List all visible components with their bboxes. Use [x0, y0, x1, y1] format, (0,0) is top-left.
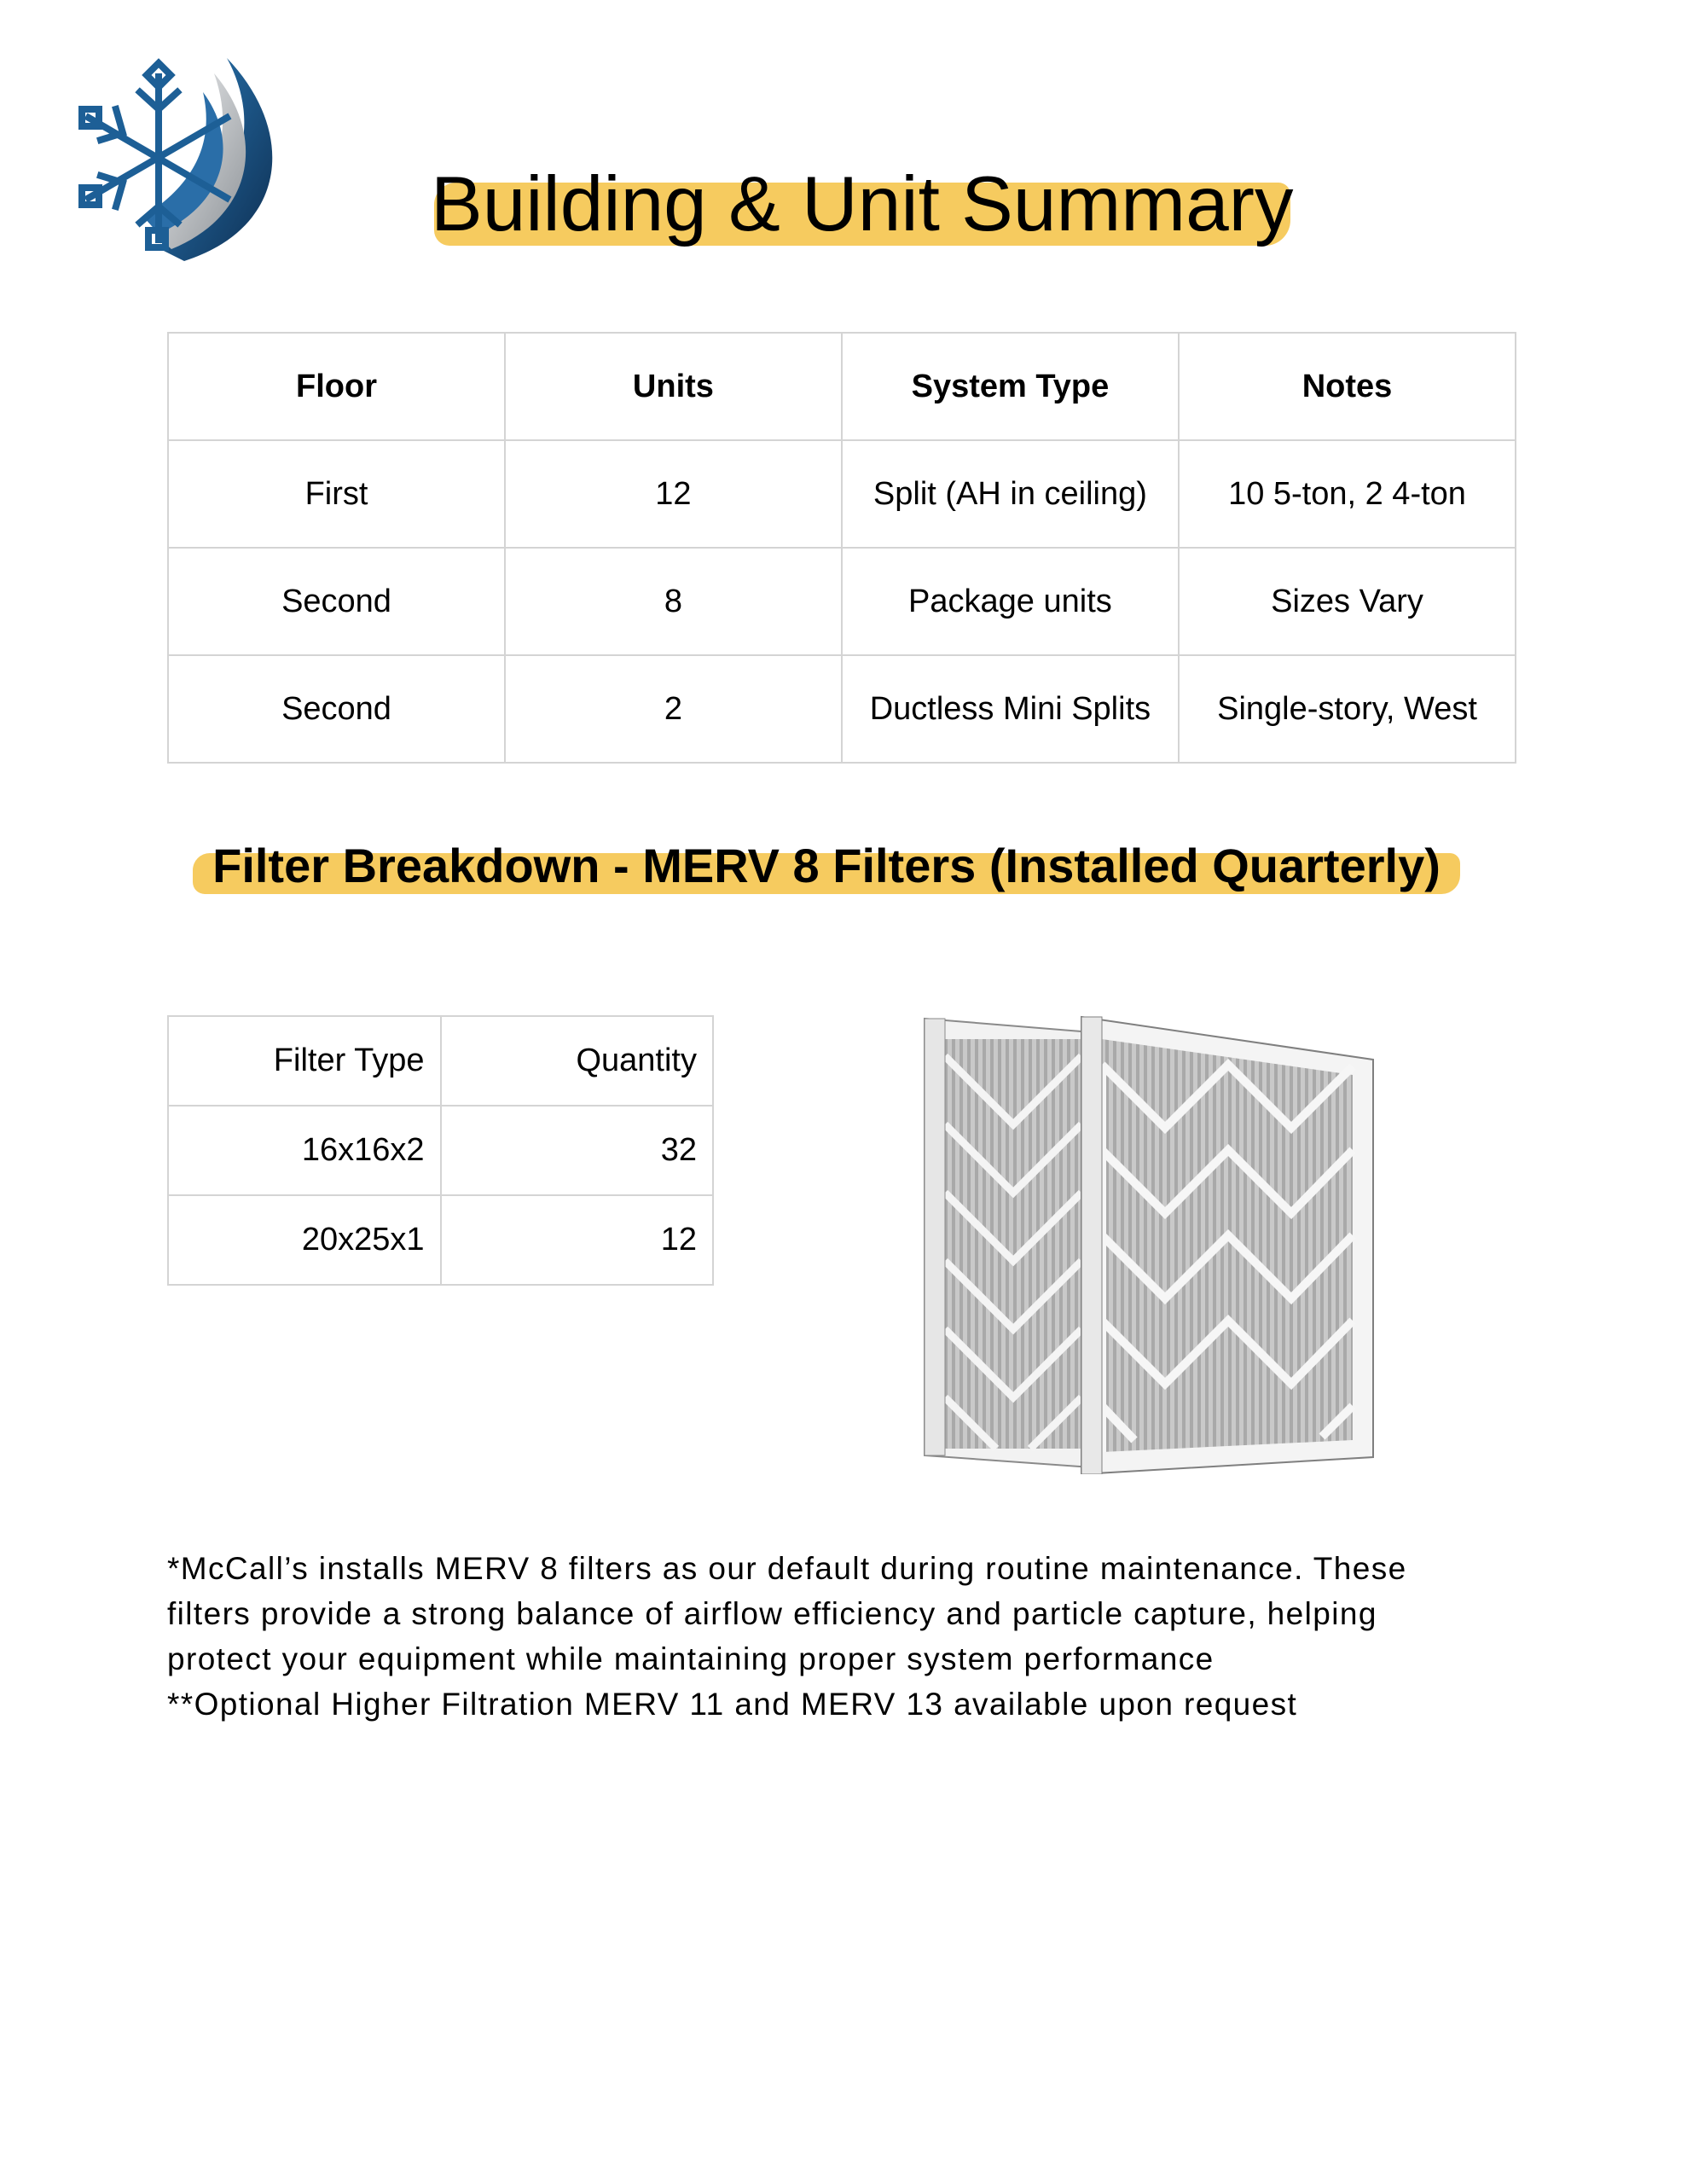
- table-cell: 12: [505, 440, 842, 548]
- column-header-notes: Notes: [1179, 333, 1516, 440]
- page-title: Building & Unit Summary: [431, 161, 1294, 247]
- table-cell: Second: [168, 655, 505, 763]
- title-block: [431, 154, 1292, 256]
- column-header-quantity: Quantity: [441, 1016, 714, 1106]
- company-logo-icon: [56, 48, 280, 264]
- table-row: [168, 548, 1516, 655]
- filter-heading-block: [189, 829, 1464, 903]
- table-row: [168, 655, 1516, 763]
- table-cell: 10 5-ton, 2 4-ton: [1179, 440, 1516, 548]
- table-cell: Ductless Mini Splits: [842, 655, 1179, 763]
- notes-paragraph: [167, 1546, 1566, 1727]
- note-line: protect your equipment while maintaining proper system performance: [167, 1641, 1215, 1676]
- table-cell: Single-story, West: [1179, 655, 1516, 763]
- table-row: [168, 440, 1516, 548]
- column-header-units: Units: [505, 333, 842, 440]
- unit-summary-table: [167, 332, 1516, 764]
- air-filter-image-icon: [921, 1014, 1382, 1474]
- table-cell: 32: [441, 1106, 714, 1195]
- table-cell: Package units: [842, 548, 1179, 655]
- table-cell: First: [168, 440, 505, 548]
- table-row: [168, 1195, 713, 1285]
- table-cell: 20x25x1: [168, 1195, 441, 1285]
- column-header-filter-type: Filter Type: [168, 1016, 441, 1106]
- table-header-row: [168, 333, 1516, 440]
- note-line: *McCall’s installs MERV 8 filters as our default during routine maintenance. These: [167, 1551, 1407, 1586]
- table-cell: 16x16x2: [168, 1106, 441, 1195]
- table-cell: Split (AH in ceiling): [842, 440, 1179, 548]
- column-header-floor: Floor: [168, 333, 505, 440]
- table-cell: 2: [505, 655, 842, 763]
- note-line: **Optional Higher Filtration MERV 11 and MERV 13 available upon request: [167, 1687, 1298, 1722]
- column-header-system-type: System Type: [842, 333, 1179, 440]
- table-row: [168, 1106, 713, 1195]
- table-header-row: [168, 1016, 713, 1106]
- table-cell: 8: [505, 548, 842, 655]
- table-cell: 12: [441, 1195, 714, 1285]
- filter-heading: Filter Breakdown - MERV 8 Filters (Installed Quarterly): [212, 839, 1441, 892]
- table-cell: Sizes Vary: [1179, 548, 1516, 655]
- table-cell: Second: [168, 548, 505, 655]
- filter-table: [167, 1015, 714, 1286]
- note-line: filters provide a strong balance of airflow efficiency and particle capture, helping: [167, 1596, 1377, 1631]
